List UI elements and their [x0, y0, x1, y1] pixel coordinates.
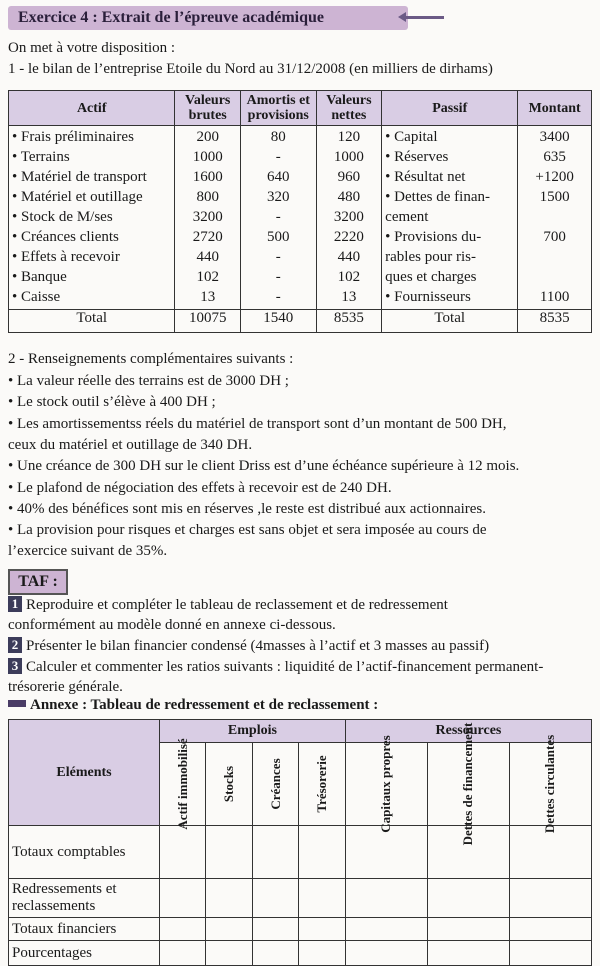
- bilan-cell: 102: [175, 269, 241, 289]
- bilan-row: [9, 269, 592, 289]
- bilan-cell: 120: [316, 126, 382, 150]
- bilan-total-row: [9, 310, 592, 333]
- bilan-cell: [518, 269, 592, 289]
- annexe-col-header: [252, 743, 298, 826]
- col-amortis: Amortis et provisions: [240, 91, 316, 126]
- bilan-cell: • Réserves: [382, 149, 518, 169]
- annexe-empty-cell: [509, 879, 591, 918]
- annexe-emplois-header: Emplois: [160, 720, 346, 743]
- annexe-col-header: [345, 735, 427, 833]
- annexe-row: [9, 879, 592, 918]
- task-line: [8, 596, 448, 614]
- bilan-cell: 102: [316, 269, 382, 289]
- bilan-cell: • Caisse: [9, 289, 175, 310]
- info-line: • Le plafond de négociation des effets à recevoir est de 240 DH.: [8, 479, 392, 496]
- annexe-elements-header: Eléments: [9, 720, 160, 826]
- info-line: l’exercice suivant de 35%.: [8, 543, 168, 560]
- bilan-cell: 1000: [175, 149, 241, 169]
- bilan-cell: • Provisions du-: [382, 229, 518, 249]
- task-line: [8, 617, 336, 634]
- annexe-col-header: [160, 738, 206, 830]
- bilan-cell: 13: [316, 289, 382, 310]
- annexe-table: [8, 719, 592, 966]
- bilan-cell: 480: [316, 189, 382, 209]
- bilan-cell: 1000: [316, 149, 382, 169]
- info-line: • Le stock outil s’élève à 400 DH ;: [8, 394, 216, 411]
- bilan-cell: cement: [382, 209, 518, 229]
- bilan-total-cell: Total: [382, 310, 518, 333]
- bilan-table: [8, 90, 592, 333]
- col-montant: Montant: [518, 91, 592, 126]
- bilan-cell: ques et charges: [382, 269, 518, 289]
- bilan-cell: 2220: [316, 229, 382, 249]
- bilan-cell: +1200: [518, 169, 592, 189]
- info-line: • La valeur réelle des terrains est de 3000 DH ;: [8, 373, 289, 389]
- bilan-cell: 2720: [175, 229, 241, 249]
- annexe-empty-cell: [206, 879, 252, 918]
- annexe-empty-cell: [509, 941, 591, 966]
- col-actif: Actif: [9, 91, 175, 126]
- annexe-empty-cell: [252, 879, 298, 918]
- annexe-empty-cell: [299, 879, 346, 918]
- taf-label: TAF :: [8, 569, 68, 595]
- bilan-row: [9, 229, 592, 249]
- bilan-header-row: [9, 91, 592, 126]
- bilan-cell: 440: [316, 249, 382, 269]
- annexe-empty-cell: [509, 918, 591, 941]
- col-valeurs-brutes: Valeurs brutes: [175, 91, 241, 126]
- task-text: Calculer et commenter les ratios suivants : liquidité de l’actif-financement permanent-: [26, 659, 544, 675]
- annexe-empty-cell: [299, 918, 346, 941]
- annexe-ressources-header: Ressources: [345, 720, 591, 743]
- task-text: trésorerie générale.: [8, 679, 123, 695]
- bilan-cell: • Effets à recevoir: [9, 249, 175, 269]
- annexe-col-label: Stocks: [221, 765, 237, 803]
- bilan-cell: • Matériel et outillage: [9, 189, 175, 209]
- bilan-cell: -: [240, 249, 316, 269]
- bilan-cell: • Matériel de transport: [9, 169, 175, 189]
- bilan-cell: 200: [175, 126, 241, 150]
- info-line: • Une créance de 300 DH sur le client Driss est d’une échéance supérieure à 12 mois.: [8, 458, 520, 475]
- annexe-row-label: Pourcentages: [9, 941, 160, 966]
- bilan-cell: 3200: [316, 209, 382, 229]
- bilan-cell: -: [240, 269, 316, 289]
- task-text: Présenter le bilan financier condensé (4masses à l’actif et 3 masses au passif): [26, 638, 490, 654]
- annexe-col-label: Actif immobilisé: [174, 738, 190, 830]
- task-line: [8, 637, 489, 655]
- info-line: • 40% des bénéfices sont mis en réserves ,le reste est distribué aux actionnaires.: [8, 500, 487, 517]
- annexe-col-label: Créances: [267, 758, 283, 810]
- bilan-total-cell: 1540: [240, 310, 316, 333]
- bilan-row: [9, 249, 592, 269]
- annexe-row-label: Totaux comptables: [9, 826, 160, 879]
- bilan-cell: • Dettes de finan-: [382, 189, 518, 209]
- bilan-cell: 80: [240, 126, 316, 150]
- bilan-cell: 640: [240, 169, 316, 189]
- task-text: conformément au modèle donné en annexe ci-dessous.: [8, 617, 336, 633]
- bilan-cell: 3200: [175, 209, 241, 229]
- bilan-total-cell: 10075: [175, 310, 241, 333]
- bilan-cell: 635: [518, 149, 592, 169]
- annexe-empty-cell: [299, 826, 346, 879]
- bilan-row: [9, 149, 592, 169]
- bilan-cell: [518, 249, 592, 269]
- annexe-empty-cell: [345, 826, 427, 879]
- bilan-total-cell: 8535: [518, 310, 592, 333]
- bilan-row: [9, 189, 592, 209]
- annexe-col-header: [509, 734, 591, 834]
- annexe-row: [9, 918, 592, 941]
- task-line: [8, 658, 543, 676]
- annexe-empty-cell: [160, 941, 206, 966]
- bilan-total-cell: Total: [9, 310, 175, 333]
- task-text: Reproduire et compléter le tableau de reclassement et de redressement: [26, 597, 448, 613]
- bilan-cell: 1500: [518, 189, 592, 209]
- annexe-col-label: Dettes circulantes: [542, 734, 558, 834]
- annexe-empty-cell: [206, 826, 252, 879]
- annexe-empty-cell: [345, 879, 427, 918]
- part1-heading: 1 - le bilan de l’entreprise Etoile du Nord au 31/12/2008 (en milliers de dirhams): [8, 61, 493, 77]
- bilan-row: [9, 289, 592, 310]
- bilan-cell: • Terrains: [9, 149, 175, 169]
- annexe-col-label: Capitaux propres: [378, 735, 394, 833]
- bilan-total-cell: 8535: [316, 310, 382, 333]
- annexe-empty-cell: [252, 826, 298, 879]
- bilan-cell: 1100: [518, 289, 592, 310]
- intro-text: On met à votre disposition :: [8, 40, 176, 56]
- annexe-col-header: [206, 743, 252, 826]
- col-passif: Passif: [382, 91, 518, 126]
- bilan-cell: • Frais préliminaires: [9, 126, 175, 150]
- bilan-cell: 1600: [175, 169, 241, 189]
- annexe-empty-cell: [252, 918, 298, 941]
- bilan-cell: 13: [175, 289, 241, 310]
- annexe-col-header: [299, 743, 346, 826]
- bilan-row: [9, 209, 592, 229]
- annexe-col-label: Dettes de financement: [460, 722, 476, 846]
- annexe-row-label: Redressements et reclassements: [9, 879, 160, 918]
- bilan-cell: • Fournisseurs: [382, 289, 518, 310]
- annexe-title: Annexe : Tableau de redressement et de reclassement :: [30, 697, 379, 713]
- annexe-marker-icon: [8, 700, 26, 707]
- annexe-row-label: Totaux financiers: [9, 918, 160, 941]
- bilan-cell: • Résultat net: [382, 169, 518, 189]
- col-valeurs-nettes: Valeurs nettes: [316, 91, 382, 126]
- exercise-title-bar: [8, 6, 408, 30]
- annexe-empty-cell: [160, 826, 206, 879]
- annexe-empty-cell: [345, 941, 427, 966]
- bilan-cell: • Capital: [382, 126, 518, 150]
- annexe-empty-cell: [299, 941, 346, 966]
- bilan-cell: 500: [240, 229, 316, 249]
- bilan-cell: [518, 209, 592, 229]
- annexe-empty-cell: [509, 826, 591, 879]
- info-line: • Les amortissementss réels du matériel de transport sont d’un montant de 500 DH,: [8, 415, 507, 432]
- annexe-empty-cell: [160, 918, 206, 941]
- bilan-cell: • Créances clients: [9, 229, 175, 249]
- annexe-row: [9, 941, 592, 966]
- info-line: • La provision pour risques et charges est sans objet et sera imposée au cours de: [8, 522, 487, 539]
- task-number: 3: [8, 658, 22, 674]
- bilan-cell: -: [240, 289, 316, 310]
- task-number: 2: [8, 637, 22, 653]
- bilan-cell: 440: [175, 249, 241, 269]
- bilan-cell: 3400: [518, 126, 592, 150]
- bilan-row: [9, 126, 592, 150]
- annexe-heading: [8, 697, 378, 714]
- bilan-cell: 800: [175, 189, 241, 209]
- arrow-left-icon: [404, 16, 444, 19]
- bilan-cell: • Banque: [9, 269, 175, 289]
- bilan-cell: -: [240, 209, 316, 229]
- task-number: 1: [8, 596, 22, 612]
- bilan-cell: -: [240, 149, 316, 169]
- bilan-cell: 960: [316, 169, 382, 189]
- bilan-cell: 320: [240, 189, 316, 209]
- annexe-empty-cell: [427, 918, 509, 941]
- task-line: [8, 679, 123, 696]
- info-line: ceux du matériel et outillage de 340 DH.: [8, 436, 253, 453]
- bilan-cell: • Stock de M/ses: [9, 209, 175, 229]
- annexe-empty-cell: [160, 879, 206, 918]
- bilan-row: [9, 169, 592, 189]
- annexe-col-label: Trésorerie: [314, 755, 330, 813]
- annexe-empty-cell: [427, 879, 509, 918]
- annexe-empty-cell: [252, 941, 298, 966]
- annexe-row: [9, 826, 592, 879]
- annexe-empty-cell: [345, 918, 427, 941]
- annexe-empty-cell: [206, 941, 252, 966]
- exercise-title: Exercice 4 : Extrait de l’épreuve académique: [18, 9, 324, 26]
- annexe-empty-cell: [206, 918, 252, 941]
- annexe-empty-cell: [427, 941, 509, 966]
- part2-heading: 2 - Renseignements complémentaires suivants :: [8, 351, 294, 367]
- bilan-cell: rables pour ris-: [382, 249, 518, 269]
- bilan-cell: 700: [518, 229, 592, 249]
